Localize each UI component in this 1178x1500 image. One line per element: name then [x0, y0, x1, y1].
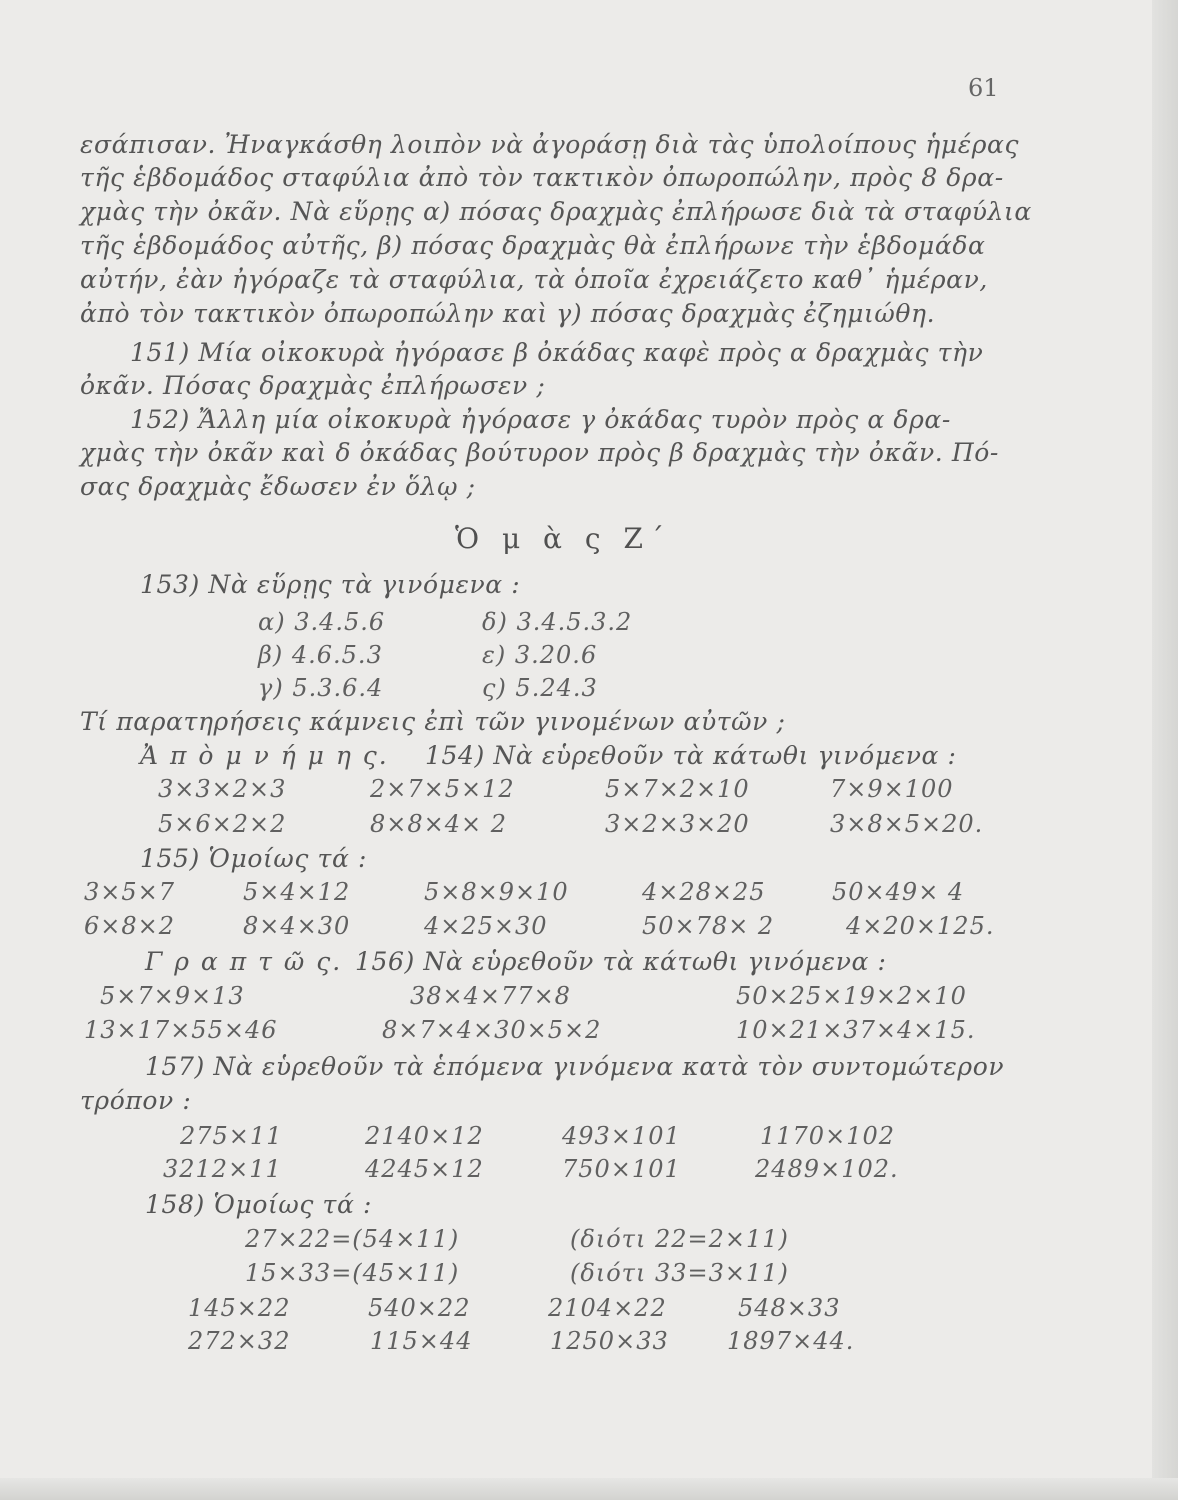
product-item: ς) 5.24.3: [482, 674, 598, 702]
product-item: 540×22: [368, 1294, 471, 1322]
product-item: 3×8×5×20.: [830, 810, 984, 838]
product-item: α) 3.4.5.6: [258, 608, 386, 636]
problem-157-intro: 157) Νὰ εὑρεθοῦν τὰ ἑπόμενα γινόμενα κατὰ τὸν συντομώτερον: [145, 1052, 1005, 1081]
text-line: χμὰς τὴν ὀκᾶν. Νὰ εὕρῃς α) πόσας δραχμὰς ἐπλήρωσε διὰ τὰ σταφύλια: [80, 197, 1032, 226]
example-reason: (διότι 33=3×11): [570, 1259, 789, 1287]
product-item: 50×49× 4: [832, 878, 965, 906]
product-item: 3×5×7: [84, 878, 176, 906]
product-item: 5×6×2×2: [158, 810, 287, 838]
product-item: 2489×102.: [755, 1155, 899, 1183]
section-label-memory: Ἀ π ὸ μ ν ή μ η ς.: [140, 741, 389, 770]
product-item: 4245×12: [365, 1155, 484, 1183]
product-item: 5×7×9×13: [100, 982, 245, 1010]
text-line: ἀπὸ τὸν τακτικὸν ὀπωροπώλην καὶ γ) πόσας δραχμὰς ἐζημιώθη.: [80, 299, 936, 328]
product-item: 1897×44.: [727, 1327, 855, 1355]
product-item: 8×8×4× 2: [370, 810, 508, 838]
product-item: 2×7×5×12: [370, 775, 515, 803]
page-edge-right: [1152, 0, 1178, 1500]
product-item: 275×11: [180, 1122, 283, 1150]
problem-151-line: ὀκᾶν. Πόσας δραχμὰς ἐπλήρωσεν ;: [80, 371, 546, 400]
product-item: 13×17×55×46: [84, 1016, 278, 1044]
product-item: 115×44: [370, 1327, 473, 1355]
example-expression: 15×33=(45×11): [245, 1259, 460, 1287]
problem-157-intro-cont: τρόπον :: [80, 1086, 192, 1115]
product-item: 5×7×2×10: [605, 775, 750, 803]
product-item: 4×28×25: [642, 878, 766, 906]
product-item: 145×22: [188, 1294, 291, 1322]
group-heading: Ὁ μ ὰ ς Ζ΄: [455, 522, 671, 555]
product-item: 38×4×77×8: [410, 982, 571, 1010]
product-item: β) 4.6.5.3: [258, 641, 383, 669]
product-item: 5×4×12: [243, 878, 351, 906]
problem-151-line: 151) Μία οἰκοκυρὰ ἠγόρασε β ὀκάδας καφὲ πρὸς α δραχμὰς τὴν: [130, 338, 984, 367]
product-item: 3212×11: [163, 1155, 282, 1183]
product-item: δ) 3.4.5.3.2: [482, 608, 633, 636]
product-item: 50×78× 2: [642, 912, 775, 940]
product-item: 2104×22: [548, 1294, 667, 1322]
product-item: 50×25×19×2×10: [736, 982, 967, 1010]
product-item: 548×33: [738, 1294, 841, 1322]
product-item: γ) 5.3.6.4: [258, 674, 384, 702]
problem-154-intro: 154) Νὰ εὑρεθοῦν τὰ κάτωθι γινόμενα :: [425, 741, 957, 770]
product-item: 5×8×9×10: [424, 878, 569, 906]
product-item: 4×20×125.: [846, 912, 995, 940]
text-line: τῆς ἑβδομάδος αὐτῆς, β) πόσας δραχμὰς θὰ ἐπλήρωνε τὴν ἑβδομάδα: [80, 231, 986, 260]
example-expression: 27×22=(54×11): [245, 1225, 460, 1253]
example-reason: (διότι 22=2×11): [570, 1225, 789, 1253]
problem-153-question: Τί παρατηρήσεις κάμνεις ἐπὶ τῶν γινομένων αὐτῶν ;: [80, 707, 786, 736]
problem-158-intro: 158) Ὁμοίως τά :: [145, 1190, 373, 1219]
product-item: 3×2×3×20: [605, 810, 750, 838]
product-item: 272×32: [188, 1327, 291, 1355]
problem-153-intro: 153) Νὰ εὕρῃς τὰ γινόμενα :: [140, 570, 521, 599]
product-item: 750×101: [562, 1155, 681, 1183]
product-item: 3×3×2×3: [158, 775, 287, 803]
problem-155-intro: 155) Ὁμοίως τά :: [140, 844, 368, 873]
problem-152-line: σας δραχμὰς ἔδωσεν ἐν ὅλῳ ;: [80, 472, 476, 501]
product-item: 8×4×30: [243, 912, 351, 940]
product-item: 6×8×2: [84, 912, 176, 940]
product-item: 493×101: [562, 1122, 681, 1150]
product-item: 7×9×100: [830, 775, 954, 803]
product-item: 2140×12: [365, 1122, 484, 1150]
page-edge-bottom: [0, 1478, 1178, 1500]
product-item: 8×7×4×30×5×2: [382, 1016, 602, 1044]
product-item: 1250×33: [550, 1327, 669, 1355]
problem-152-line: χμὰς τὴν ὀκᾶν καὶ δ ὀκάδας βούτυρον πρὸς β δραχμὰς τὴν ὀκᾶν. Πό-: [80, 438, 999, 467]
product-item: ε) 3.20.6: [482, 641, 598, 669]
page-number: 61: [968, 74, 999, 102]
product-item: 10×21×37×4×15.: [736, 1016, 976, 1044]
problem-152-line: 152) Ἄλλη μία οἰκοκυρὰ ἠγόρασε γ ὀκάδας τυρὸν πρὸς α δρα-: [130, 405, 951, 434]
product-item: 4×25×30: [424, 912, 548, 940]
product-item: 1170×102: [760, 1122, 895, 1150]
text-line: εσάπισαν. Ἠναγκάσθη λοιπὸν νὰ ἀγοράσῃ διὰ τὰς ὑπολοίπους ἡμέρας: [80, 130, 1020, 159]
text-line: τῆς ἑβδομάδος σταφύλια ἀπὸ τὸν τακτικὸν ὀπωροπώλην, πρὸς 8 δρα-: [80, 163, 1004, 192]
section-label-written: Γ ρ α π τ ῶ ς.: [145, 947, 343, 976]
problem-156-intro: 156) Νὰ εὑρεθοῦν τὰ κάτωθι γινόμενα :: [355, 947, 887, 976]
text-line: αὐτήν, ἐὰν ἠγόραζε τὰ σταφύλια, τὰ ὁποῖα ἐχρειάζετο καθ᾿ ἡμέραν,: [80, 265, 988, 294]
